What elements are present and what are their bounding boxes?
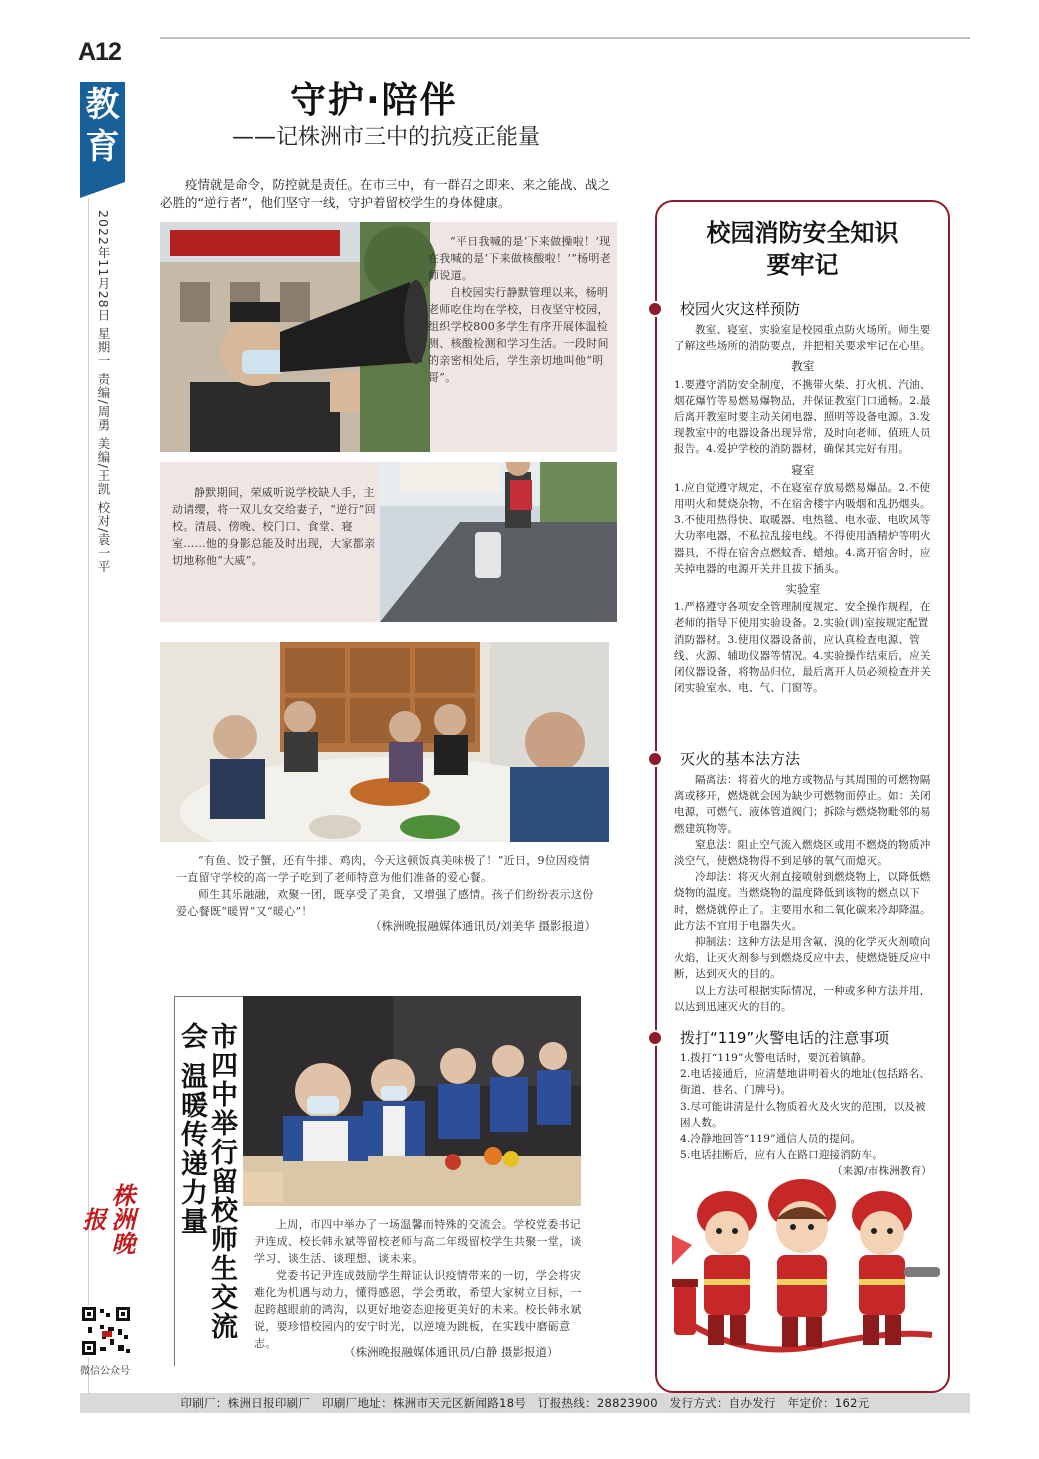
method-suffocation: 窒息法：阻止空气流入燃烧区或用不燃烧的物质冲淡空气，使燃烧物得不到足够的氧气而熄灭。 bbox=[674, 838, 931, 868]
item-119: 4.冷静地回答“119”通信人员的提问。 bbox=[680, 1133, 862, 1146]
qr-caption: 微信公众号 bbox=[80, 1366, 130, 1377]
section-body-119 bbox=[680, 1050, 932, 1180]
photo-students-dinner bbox=[160, 642, 609, 842]
sidebar-title bbox=[660, 217, 945, 281]
caption-dinner bbox=[176, 852, 596, 920]
top-rule bbox=[160, 37, 970, 39]
caption-paragraph: “有鱼、饺子蟹，还有牛排、鸡肉，今天这顿饭真美味极了！”近日，9位因疫情一直留守学校的高一学子吃到了老师特意为他们准备的爱心餐。 bbox=[176, 854, 591, 884]
lead-paragraph: 疫情就是命令，防控就是责任。在市三中，有一群召之即来、来之能战、战之必胜的“逆行者”，他们坚守一线，守护着留校学生的身体健康。 bbox=[160, 177, 611, 210]
page-number: A12 bbox=[78, 38, 121, 66]
item-119: 2.电话接通后，应清楚地讲明着火的地址(包括路名、街道、巷名、门牌号)。 bbox=[680, 1068, 931, 1097]
qr-code-icon bbox=[80, 1305, 132, 1357]
dormitory-rules: 1.应自觉遵守规定，不在寝室存放易燃易爆品。2.不使用明火和焚烧杂物，不在宿舍楼宇内吸烟和乱扔烟头。3.不使用热得快、取暖器、电热毯、电水壶、电吹风等大功率电器，不私拉乱接电线。不得使用酒精炉等明火器具，不得在宿舍点燃蚊香、蜡烛。4.离开宿舍时，应关掉电器的电源开关并且拔下插头。 bbox=[674, 481, 931, 575]
item-119: 3.尽可能讲清是什么物质着火及火灾的范围，以及被困人数。 bbox=[680, 1100, 926, 1129]
subheading-dormitory: 寝室 bbox=[791, 462, 815, 477]
section-tag: 教育 bbox=[80, 82, 125, 182]
caption-teacher-yangming bbox=[428, 233, 612, 386]
item-119: 1.拨打“119”火警电话时，要沉着镇静。 bbox=[680, 1052, 872, 1064]
method-suppression: 抑制法：这种方法是用含氟、溴的化学灭火剂喷向火焰，让灭火剂参与到燃烧反应中去，使燃烧链反应中断，达到灭火的目的。 bbox=[674, 936, 931, 981]
method-isolation: 隔离法：将着火的地方或物品与其周围的可燃物隔离或移开，燃烧就会因为缺少可燃物而停止。如：关闭电源，可燃气、液体管道阀门；拆除与燃烧物毗邻的易燃建筑物等。 bbox=[674, 774, 931, 835]
section-tag-tail bbox=[80, 182, 125, 198]
caption-paragraph: 自校园实行静默管理以来，杨明老师吃住均在学校，日夜坚守校园，组织学校800多学生有序开展体温检测、核酸检测和学习生活。一段时间的亲密相处后，学生亲切地叫他“明哥”。 bbox=[428, 286, 609, 384]
sidebar-title-line2: 要牢记 bbox=[766, 251, 839, 279]
caption-paragraph: “平日我喊的是‘下来做操啦！’现在我喊的是‘下来做核酸啦！’”杨明老师说道。 bbox=[428, 235, 612, 282]
article2-title: 市四中举行留校师生交流会 温暖传递力量 bbox=[176, 1022, 237, 1341]
photo-students-exchange bbox=[243, 996, 581, 1206]
photo-credit: （株洲晚报融媒体通讯员/刘美华 摄影报道） bbox=[370, 919, 597, 933]
photo-credit: （株洲晚报融媒体通讯员/白静 摄影报道） bbox=[344, 1345, 559, 1359]
article-paragraph: 上周，市四中举办了一场温馨而特殊的交流会。学校党委书记尹连成、校长韩永斌等留校老师与高二年级留校学生共聚一堂，谈学习、谈生活、谈理想、谈未来。 bbox=[254, 1218, 582, 1265]
subheadline: ——记株洲市三中的抗疫正能量 bbox=[232, 125, 541, 150]
item-119: 5.电话挂断后，应有人在路口迎接消防车。 bbox=[680, 1149, 884, 1162]
section-heading-extinguish: 灭火的基本法方法 bbox=[680, 750, 801, 768]
caption-teacher-dawei bbox=[172, 484, 378, 569]
section-heading-119: 拨打“119”火警电话的注意事项 bbox=[680, 1029, 890, 1047]
section-body-prevention bbox=[674, 322, 932, 696]
laboratory-rules: 1.严格遵守各项安全管理制度规定、安全操作规程，在老师的指导下使用实验设备。2.实验(训)室按规定配置消防器材。3.使用仪器设备前，应认真检查电源、管线、火源、辅助仪器等情况。4.实验操作结束后，应关闭仪器设备，将物品归位，最后离开人员必须检查并关闭实验室水、电、气、门窗等。 bbox=[674, 601, 931, 695]
caption-paragraph: 师生其乐融融，欢聚一团，既享受了美食，又增强了感情。孩子们纷纷表示这份爱心餐既“暖胃”又“暖心”！ bbox=[176, 888, 594, 918]
method-summary: 以上方法可根据实际情况，一种或多种方法并用，以达到迅速灭火的目的。 bbox=[674, 984, 931, 1013]
section-bullet-icon bbox=[647, 301, 663, 317]
section-intro: 教室、寝室、实验室是校园重点防火场所。师生要了解这些场所的消防要点，并把相关要求牢记在心里。 bbox=[674, 324, 931, 353]
masthead-logo: 株洲晚报 bbox=[78, 1183, 136, 1255]
article2-body bbox=[254, 1216, 584, 1352]
sidebar-title-line1: 校园消防安全知识 bbox=[706, 219, 899, 247]
headline: 守护·陪伴 bbox=[290, 80, 458, 121]
imprint-footer: 印刷厂：株洲日报印刷厂 印刷厂地址：株洲市天元区新闻路18号 订报热线：28823900 发行方式：自办发行 年定价：162元 bbox=[80, 1393, 970, 1413]
section-body-extinguish bbox=[674, 772, 932, 1015]
method-cooling: 冷却法：将灭火剂直接喷射到燃烧物上，以降低燃烧物的温度。当燃烧物的温度降低到该物的燃点以下时，燃烧就停止了。主要用水和二氧化碳来冷却降温。此方法不宜用于电器失火。 bbox=[674, 871, 931, 932]
section-bullet-icon bbox=[647, 751, 663, 767]
section-bullet-icon bbox=[647, 1030, 663, 1046]
article-divider bbox=[174, 996, 244, 997]
article-paragraph: 党委书记尹连成鼓励学生辩证认识疫情带来的一切，学会将灾难化为机遇与动力，懂得感恩，学会勇敢，希望大家树立目标，一起跨越眼前的鸿沟，以更好地姿态迎接更美好的未来。校长韩永斌说，要珍惜校园内的安宁时光，以逆境为跳板，在实践中磨砺意志。 bbox=[254, 1269, 582, 1350]
firefighter-cartoon-illustration bbox=[672, 1175, 942, 1365]
subheading-classroom: 教室 bbox=[791, 359, 815, 374]
sidebar-source: （来源/市株洲教育） bbox=[831, 1165, 932, 1178]
dateline: 2022年11月28日 星期一 责编/周勇 美编/王凯 校对/袁一平 bbox=[96, 210, 111, 574]
caption-paragraph: 静默期间，荣威听说学校缺人手，主动请缨，将一双儿女交给妻子，“逆行”回校。清晨、傍晚、校门口、食堂、寝室……他的身影总能及时出现，大家都亲切地称他“大威”。 bbox=[172, 486, 376, 567]
classroom-rules: 1.要遵守消防安全制度，不携带火柴、打火机、汽油、烟花爆竹等易燃易爆物品，并保证教室门口通畅。2.最后离开教室时要主动关闭电器、照明等设备电源。3.发现教室中的电器设备出现异常，及时向老师、值班人员报告。4.爱护学校的消防器材，确保其完好有用。 bbox=[674, 378, 931, 456]
section-heading-prevention: 校园火灾这样预防 bbox=[680, 300, 801, 318]
subheading-laboratory: 实验室 bbox=[785, 582, 821, 597]
